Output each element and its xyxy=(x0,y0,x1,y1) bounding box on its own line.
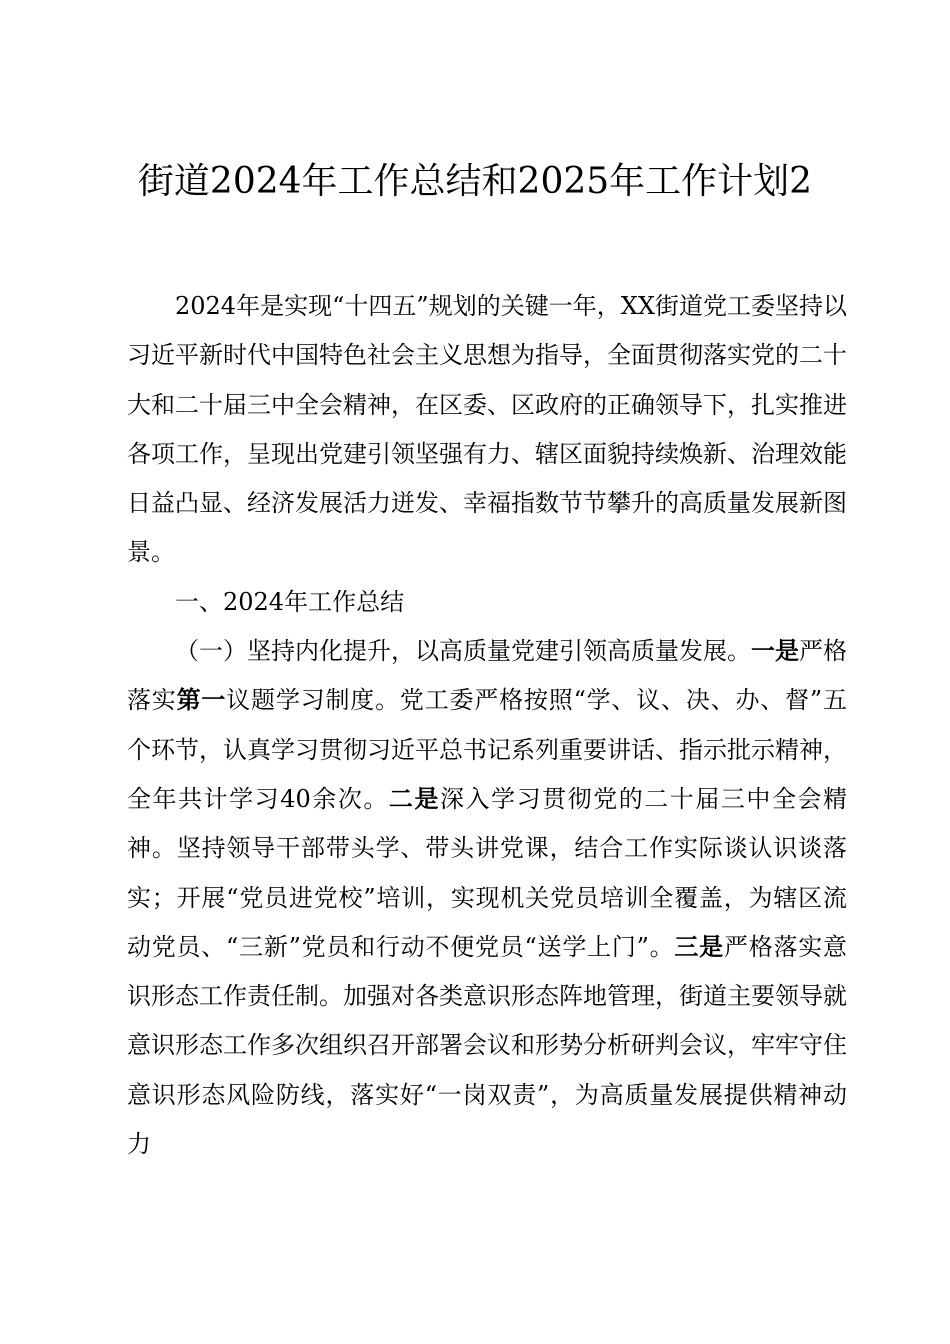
second-item-label: 二是 xyxy=(388,784,440,813)
first-item-label: 一是 xyxy=(751,637,799,666)
subsection-lead: （一）坚持内化提升，以高质量党建引领高质量发展。 xyxy=(175,637,751,666)
third-item-label: 三是 xyxy=(674,932,724,961)
third-item-text: 严格落实意识形态工作责任制。加强对各类意识形态阵地管理，街道主要领导就意识形态工作多次组织召开部署会议和形势分析研判会议，牢牢守住意识形态风险防线，落实好“一岗双责”，为高质量发展提供精神动力 xyxy=(127,932,848,1159)
first-item-text-a: 严格落实 xyxy=(127,637,847,715)
intro-paragraph: 2024年是实现“十四五”规划的关键一年，XX街道党工委坚持以习近平新时代中国特色社会主义思想为指导，全面贯彻落实党的二十大和二十届三中全会精神，在区委、区政府的正确领导下，扎实推进各项工作，呈现出党建引领坚强有力、辖区面貌持续焕新、治理效能日益凸显、经济发展活力迸发、幸福指数节节攀升的高质量发展新图景。 xyxy=(127,292,847,567)
first-item-bold: 第一 xyxy=(176,686,227,715)
section-paragraph xyxy=(127,627,847,1169)
first-item-text-b: 议题学习制度。党工委严格按照“学、议、决、办、督”五个环节，认真学习贯彻习近平总书记系列重要讲话、指示批示精神，全年共计学习40余次。 xyxy=(127,686,848,813)
section-heading: 一、2024年工作总结 xyxy=(175,587,405,616)
document-title: 街道2024年工作总结和2025年工作计划2 xyxy=(137,161,813,202)
document-body xyxy=(127,282,847,1169)
second-item-text: 深入学习贯彻党的二十届三中全会精神。坚持领导干部带头学、带头讲党课，结合工作实际谈认识谈落实；开展“党员进党校”培训，实现机关党员培训全覆盖，为辖区流动党员、“三新”党员和行动不便党员“送学上门”。 xyxy=(127,784,848,961)
